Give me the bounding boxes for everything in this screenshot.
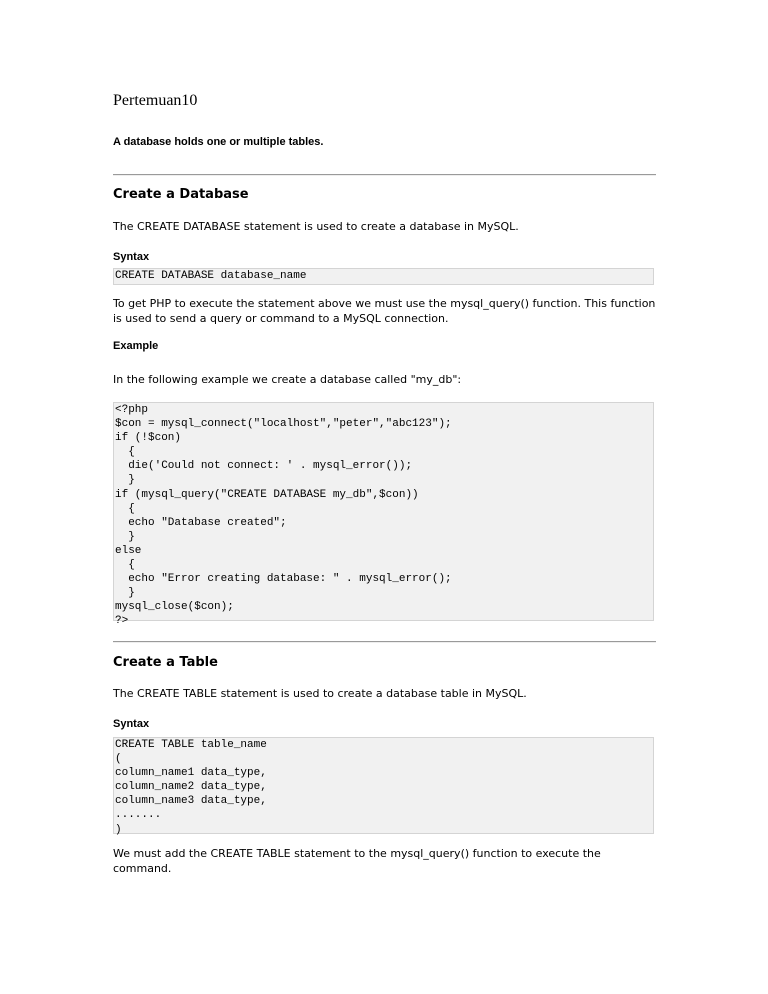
section-heading-create-database: Create a Database xyxy=(113,187,249,202)
section-description: The CREATE DATABASE statement is used to create a database in MySQL. xyxy=(113,220,519,233)
syntax-label: Syntax xyxy=(113,251,150,263)
intro-text: A database holds one or multiple tables. xyxy=(113,136,324,148)
body-paragraph: To get PHP to execute the statement above we must use the mysql_query() function. This function is used to send a query or command to a MySQL connection. xyxy=(113,297,656,325)
example-intro: In the following example we create a database called "my_db": xyxy=(113,373,462,386)
syntax-label: Syntax xyxy=(113,718,150,730)
syntax-code-block: CREATE TABLE table_name ( column_name1 data_type, column_name2 data_type, column_name3 data_type, ....... ) xyxy=(113,737,654,834)
section-divider xyxy=(113,174,656,176)
syntax-code-block: CREATE DATABASE database_name xyxy=(113,268,654,285)
example-code-block: <?php $con = mysql_connect("localhost","peter","abc123"); if (!$con) { die('Could not connect: ' . mysql_error()); } if (mysql_query("CREATE DATABASE my_db",$con)) { echo "Database created"; } else { echo "Error creating database: " . mysql_error(); } mysql_close($con); ?> xyxy=(113,402,654,621)
document-title: Pertemuan10 xyxy=(113,92,198,109)
section-divider xyxy=(113,641,656,643)
section-heading-create-table: Create a Table xyxy=(113,655,218,670)
example-label: Example xyxy=(113,340,159,352)
body-paragraph: We must add the CREATE TABLE statement to the mysql_query() function to execute the command. xyxy=(113,847,601,875)
section-description: The CREATE TABLE statement is used to create a database table in MySQL. xyxy=(113,687,527,700)
